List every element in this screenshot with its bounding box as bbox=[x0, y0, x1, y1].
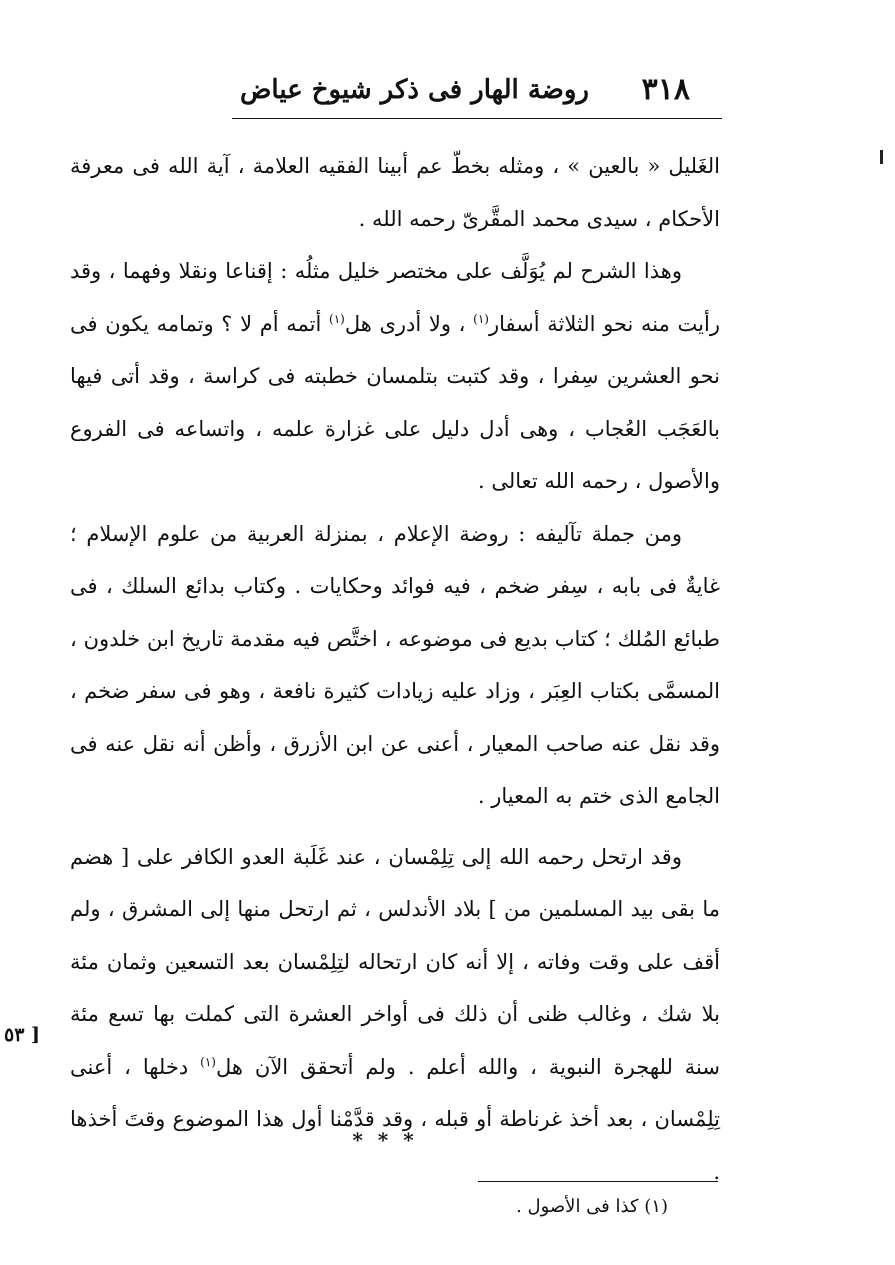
paragraph-4-part-b: دخلها ، أعنى تِلِمْسان ، بعد أخذ غرناطة أو قبله ، وقد قدَّمْنا أول هذا الموضوع وقتَ أخذها . bbox=[70, 1054, 720, 1184]
main-text bbox=[70, 140, 720, 1198]
footnote-reference: (١) bbox=[329, 311, 345, 326]
footnote-reference: (١) bbox=[200, 1054, 216, 1069]
paragraph-2-part-a: وهذا الشرح لم يُوَلَّف على مختصر خليل مثلُه : إقناعا ونقلا وفهما ، وقد رأيت منه نحو الثلاثة أسفار bbox=[70, 259, 720, 336]
footnote-marker: (١) bbox=[644, 1196, 668, 1217]
edge-mark bbox=[880, 150, 883, 164]
section-separator: * * * bbox=[352, 1128, 418, 1152]
footnote-reference: (١) bbox=[473, 311, 489, 326]
page-number: ٣١٨ bbox=[641, 72, 690, 107]
footnote-text: كذا فى الأصول . bbox=[516, 1196, 639, 1217]
page-header bbox=[232, 70, 690, 110]
header-rule bbox=[232, 118, 722, 119]
paragraph-3: ومن جملة تآليفه : روضة الإعلام ، بمنزلة العربية من علوم الإسلام ؛ غايةٌ فى بابه ، سِفر ضخم ، فيه فوائد وحكايات . وكتاب بدائع السلك ، فى طبائع المُلك ؛ كتاب بديع فى موضوعه ، اختَّص فيه مقدمة تاريخ ابن خلدون ، المسمَّى بكتاب العِبَر ، وزاد عليه زيادات كثيرة نافعة ، وهو فى سفر ضخم ، وقد نقل عنه صاحب المعيار ، أعنى عن ابن الأزرق ، وأظن أنه نقل عنه فى الجامع الذى ختم به المعيار . bbox=[70, 521, 720, 808]
paragraph-2-part-c: أتمه أم لا ؟ وتمامه يكون فى نحو العشرين سِفرا ، وقد كتبت بتلمسان خطبته فى كراسة ، وقد أتى فيها بالعَجَب العُجاب ، وهى أدل دليل على غزارة علمه ، واتساعه فى الفروع والأصول ، رحمه الله تعالى . bbox=[70, 311, 720, 493]
paragraph-2 bbox=[70, 245, 720, 508]
paragraph-4-part-a: وقد ارتحل رحمه الله إلى تِلِمْسان ، عند غَلَبة العدو الكافر على [ هضم ما بقى بيد المسلمين من ] بلاد الأندلس ، ثم ارتحل منها إلى المشرق ، ولم أقف على وقت وفاته ، إلا أنه كان ارتحاله لتِلِمْسان بعد التسعين وثمان مئة بلا شك ، وغالب ظنى أن ذلك فى أواخر العشرة التى كملت بها تسع مئة سنة للهجرة النبوية ، والله أعلم . ولم أتحقق الآن هل bbox=[70, 844, 720, 1079]
footnote bbox=[420, 1192, 668, 1222]
paragraph-1: الغَليل « بالعين » ، ومثله بخطّ عم أبينا الفقيه العلامة ، آية الله فى معرفة الأحكام ، سيدى محمد المقَّرىّ رحمه الله . bbox=[70, 154, 720, 231]
footnote-rule bbox=[478, 1181, 718, 1182]
paragraph-2-part-b: ، ولا أدرى هل bbox=[344, 311, 466, 336]
margin-page-marker: [ ٥٣ bbox=[4, 1024, 41, 1046]
running-title: روضة الهار فى ذكر شيوخ عياض bbox=[240, 75, 589, 105]
